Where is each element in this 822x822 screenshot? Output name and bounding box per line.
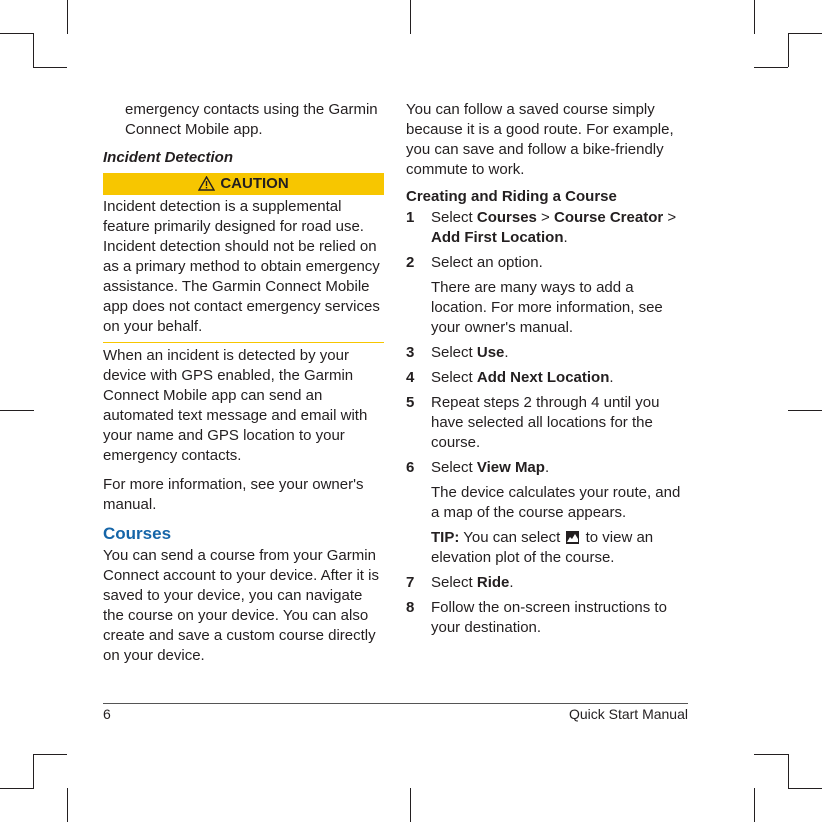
tip-label: TIP: [431,529,460,546]
courses-heading: Courses [103,524,172,543]
step-2-note: There are many ways to add a location. For more information, see your owner's manual. [431,279,663,336]
step-punct: . [563,229,568,246]
step-number: 8 [406,599,415,616]
menu-course-creator: Course Creator [554,209,664,226]
step-text: Select [431,574,477,591]
crop-mark [788,33,822,34]
menu-separator: > [663,209,677,226]
incident-body: When an incident is detected by your device with GPS enabled, the Garmin Connect Mobile app can send an automated text message and email with your name and GPS location to your emergency contacts. [103,347,368,464]
crop-mark [33,67,67,68]
crop-mark [0,788,34,789]
crop-mark [67,788,68,822]
courses-body: You can send a course from your Garmin Connect account to your device. After it is saved to your device, you can navigate the course on your device. You can also create and save a custom course directly on your device. [103,547,379,664]
menu-add-next-location: Add Next Location [476,369,610,386]
left-column [103,100,384,666]
crop-mark [410,788,411,822]
step-punct: . [544,459,550,476]
step-text: Select [431,344,477,361]
tip-body: You can select [459,529,565,546]
step-text: Select [431,459,477,476]
right-column [406,100,688,638]
menu-separator: > [536,209,554,226]
caution-label: CAUTION [220,175,289,192]
crop-mark [788,410,822,411]
caution-banner [103,173,384,195]
crop-mark [754,0,755,34]
crop-mark [754,754,788,755]
crop-mark [788,33,789,67]
step-4 [406,368,688,388]
step-number: 6 [406,459,415,476]
step-text: Select an option. [431,254,543,271]
menu-courses: Courses [476,209,537,226]
step-punct: . [609,369,614,386]
footer-divider [103,703,688,704]
crop-mark [33,754,34,788]
step-text: Select [431,209,477,226]
menu-use: Use [476,344,505,361]
step-number: 5 [406,394,415,411]
step-text: Select [431,369,477,386]
elevation-plot-icon [566,531,579,544]
step-text: Repeat steps 2 through 4 until you have selected all locations for the course. [431,394,660,451]
step-punct: . [504,344,509,361]
step-8 [406,598,688,638]
crop-mark [0,410,34,411]
step-number: 3 [406,344,415,361]
more-info-text: For more information, see your owner's manual. [103,476,364,513]
crop-mark [33,33,34,67]
step-6-note: The device calculates your route, and a map of the course appears. [431,484,681,521]
intro-text: You can follow a saved course simply because it is a good route. For example, you can save and follow a bike-friendly commute to work. [406,101,674,178]
step-3 [406,343,688,363]
caution-divider [103,342,384,343]
creating-course-heading: Creating and Riding a Course [406,188,617,205]
menu-add-first-location: Add First Location [431,229,564,246]
crop-mark [0,33,34,34]
tip-text [406,528,688,568]
page-number: 6 [103,706,111,722]
crop-mark [788,754,789,788]
crop-mark [410,0,411,34]
step-2 [406,253,688,273]
crop-mark [67,0,68,34]
menu-view-map: View Map [476,459,545,476]
crop-mark [33,754,67,755]
step-1 [406,208,688,248]
step-number: 1 [406,209,415,226]
step-punct: . [509,574,514,591]
continued-text: emergency contacts using the Garmin Connect Mobile app. [125,101,378,138]
caution-text: Incident detection is a supplemental feature primarily designed for road use. Incident detection should not be relied on as a primary method to obtain emergency assistance. The Garmin Connect Mobile app does not contact emergency services on your behalf. [103,198,380,335]
menu-ride: Ride [476,574,510,591]
step-number: 2 [406,254,415,271]
step-number: 7 [406,574,415,591]
incident-detection-heading: Incident Detection [103,149,234,166]
manual-title: Quick Start Manual [568,706,688,722]
tip-body: to view an elevation plot of the course. [431,529,654,566]
step-6 [406,458,688,478]
crop-mark [754,788,755,822]
step-7 [406,573,688,593]
step-text: Follow the on-screen instructions to your destination. [431,599,667,636]
step-5 [406,393,688,453]
crop-mark [754,67,788,68]
crop-mark [788,788,822,789]
step-number: 4 [406,369,415,386]
warning-triangle-icon [198,175,220,192]
